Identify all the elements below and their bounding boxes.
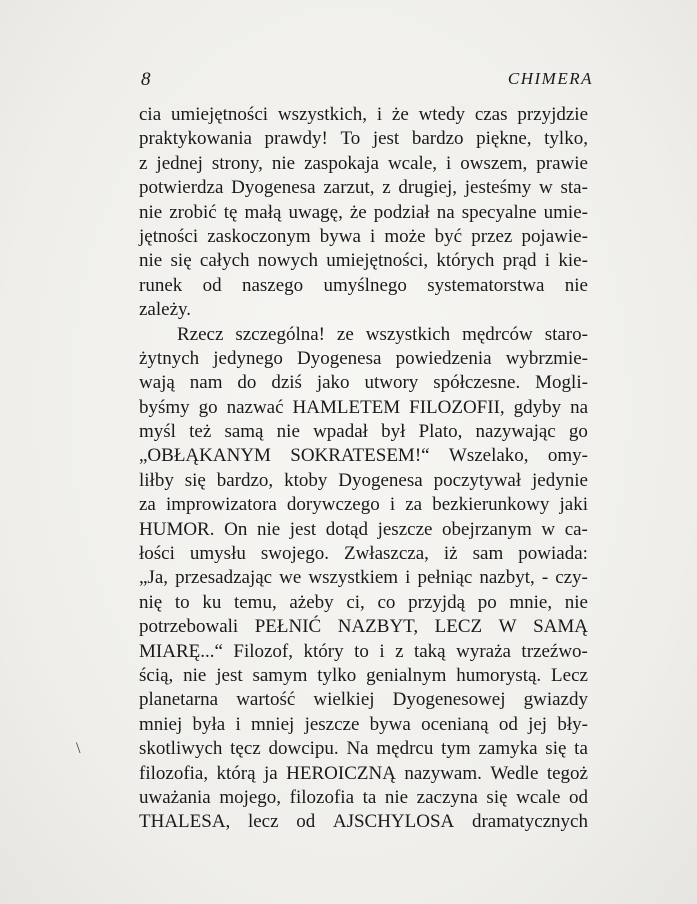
text-line: łości umysłu swojego. Zwłaszcza, iż sam powiada: [139,543,588,565]
text-line: uważania mojego, filozofia ta nie zaczyna się wcale od [139,786,588,808]
text-line: HUMOR. On nie jest dotąd jeszcze obejrzanym w ca- [139,518,588,540]
text-line: skotliwych tęcz dowcipu. Na mędrcu tym zamyka się ta [139,738,588,760]
text-line-paragraph-start: Rzecz szczególna! ze wszystkich mędrców staro- [177,323,588,345]
text-line: „Ja, przesadzając we wszystkiem i pełniąc nazbyt, - czy- [139,567,588,589]
text-line: jętności zaskoczonym bywa i może być przez pojawie- [139,225,588,247]
running-title: CHIMERA [507,69,593,88]
text-line: nie się całych nowych umiejętności, których prąd i kie- [139,250,588,272]
text-line: cia umiejętności wszystkich, i że wtedy czas przyjdzie [139,104,588,125]
text-line: liłby się bardzo, ktoby Dyogenesa poczytywał jedynie [139,469,588,491]
page-number: 8 [141,69,151,90]
text-line: „OBŁĄKANYM SOKRATESEM!“ Wszelako, omy- [139,445,588,467]
text-line: runek od naszego umyślnego systematorstwa nie [139,274,588,296]
text-line: praktykowania prawdy! To jest bardzo piękne, tylko, [139,128,588,150]
body-text [139,103,588,835]
text-line: żytnych jedynego Dyogenesa powiedzenia wybrzmie- [139,347,588,369]
text-line: nię to ku temu, ażeby ci, co przyjdą po mnie, nie [139,591,588,613]
text-line: myśl też samą nie wpadał był Plato, nazywając go [139,421,588,443]
text-line: za improwizatora dorywczego i za bezkierunkowy jaki [139,494,588,516]
text-line: filozofia, którą ja HEROICZNĄ nazywam. Wedle tegoż [139,762,588,784]
text-line: z jednej strony, nie zaspokaja wcale, i owszem, prawie [139,152,588,174]
text-line: wają nam do dziś jako utwory spółczesne. Mogli- [139,372,588,394]
text-line: MIARĘ...“ Filozof, który to i z taką wyraża trzeźwo- [139,640,588,662]
text-line: potrzebowali PEŁNIĆ NAZBYT, LECZ W SAMĄ [139,616,588,638]
text-line: potwierdza Dyogenesa zarzut, z drugiej, jesteśmy w sta- [139,177,588,199]
text-line: byśmy go nazwać HAMLETEM FILOZOFII, gdyby na [139,396,588,418]
text-line: mniej była i mniej jeszcze bywa ocenianą od jej bły- [139,713,588,735]
text-line: planetarna wartość wielkiej Dyogenesowej gwiazdy [139,689,588,711]
text-line: nie zrobić tę małą uwagę, że podział na specyalne umie- [139,201,588,223]
text-line: ścią, nie jest samym tylko genialnym humorystą. Lecz [139,664,588,686]
text-line-paragraph-end: zależy. [139,299,192,321]
margin-mark: \ [76,740,81,757]
text-line: THALESA, lecz od AJSCHYLOSA dramatycznych [139,811,588,833]
